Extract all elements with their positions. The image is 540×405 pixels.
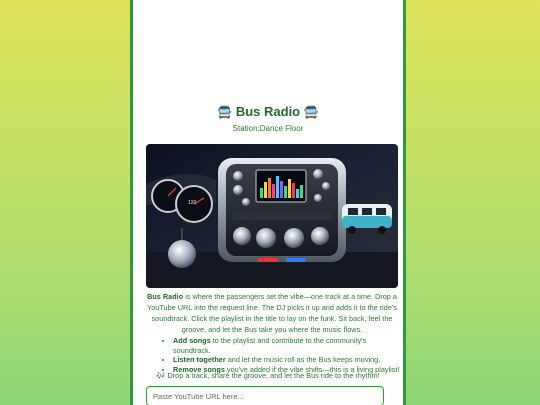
bus-icon: 🚍 (217, 105, 233, 119)
feature-text: you've added if the vibe shifts—this is a living playlist! (224, 364, 400, 374)
feature-list (159, 336, 405, 374)
description (147, 291, 397, 335)
hero-image (146, 144, 398, 288)
feature-item (173, 336, 405, 355)
description-lead: Bus Radio (147, 292, 184, 301)
main-panel (130, 0, 406, 405)
feature-strong: Remove songs (173, 364, 225, 374)
feature-strong: Listen together (173, 355, 226, 364)
page-title (133, 104, 403, 119)
svg-text:120: 120 (188, 200, 197, 206)
description-text: is where the passengers set the vibe—one track at a time. Drop a YouTube URL into the request line. The DJ picks it up and adds it to the ride's soundtrack. Click the playlist in the title to lay on the funk. Sit back, feel the groove, and let the Bus take you where the music flows. (147, 292, 397, 334)
title-text: Bus Radio (235, 104, 301, 119)
station-label: Station:Dance Floor (232, 124, 304, 133)
bus-icon: 🚍 (303, 105, 319, 119)
tagline: 🎶 Drop a track, share the groove, and let the Bus ride to the rhythm! (156, 371, 380, 380)
feature-text: to the playlist and contribute to the community's soundtrack. (173, 336, 367, 355)
feature-item (173, 355, 405, 365)
feature-strong: Add songs (173, 336, 211, 345)
feature-text: and let the music roll as the Bus keeps moving. (225, 355, 381, 364)
youtube-url-input[interactable] (146, 386, 384, 405)
